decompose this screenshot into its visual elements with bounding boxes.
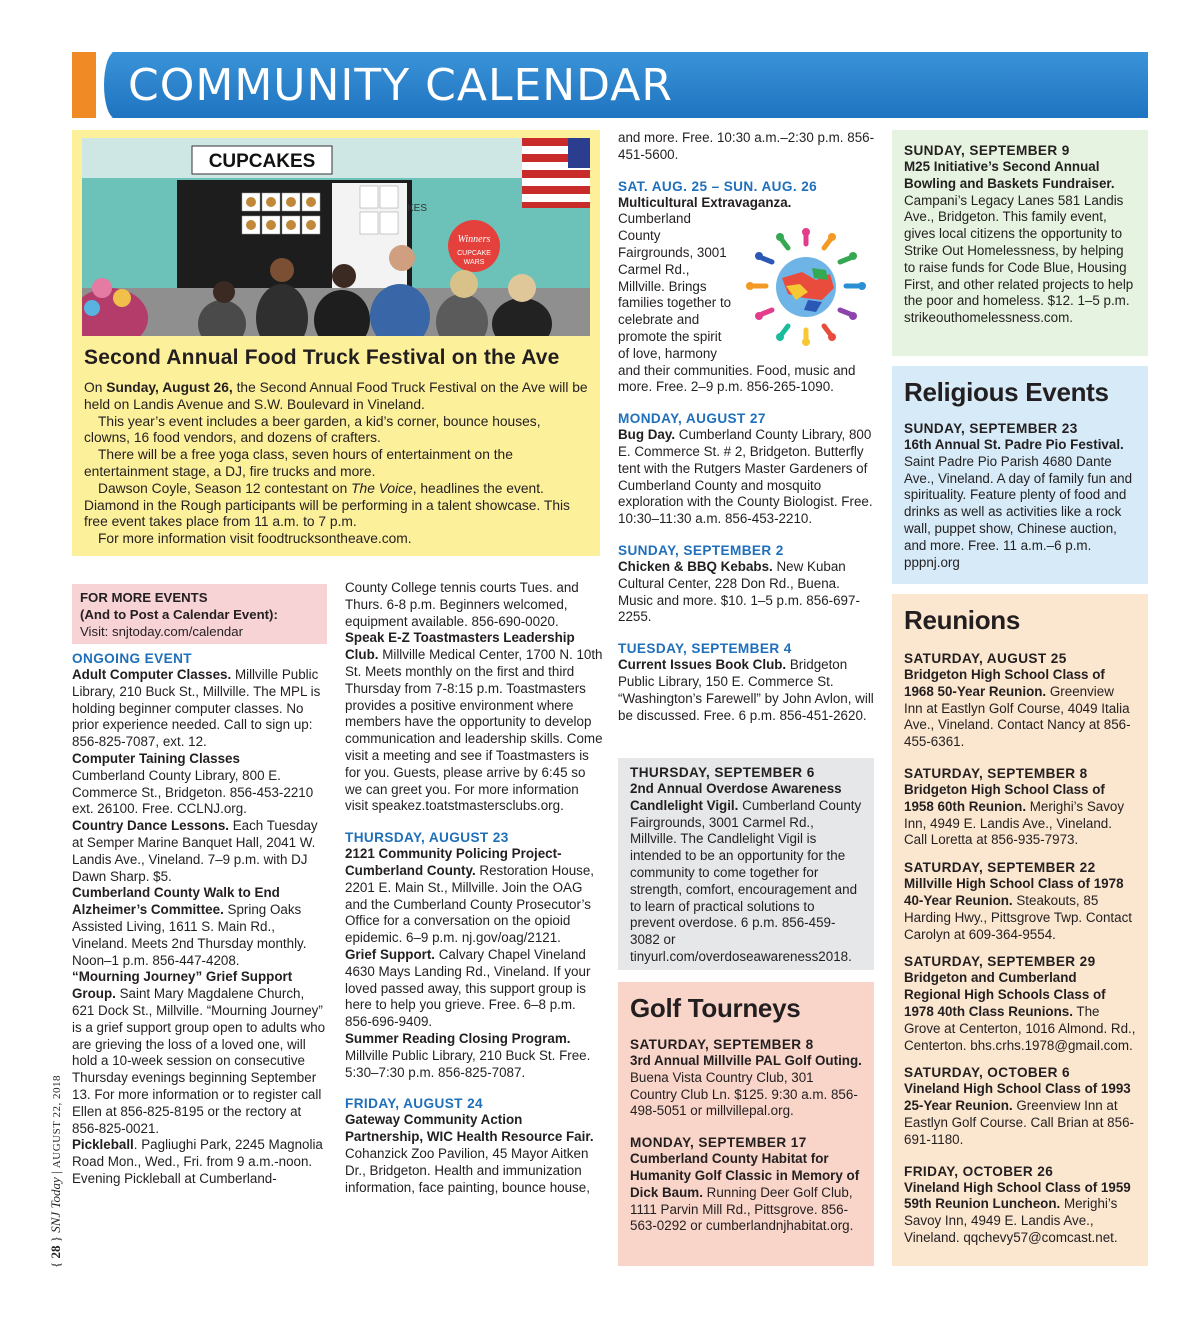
- page-title: COMMUNITY CALENDAR: [128, 60, 673, 111]
- publication-name: SNJ Today: [48, 1177, 63, 1233]
- more-events-box: FOR MORE EVENTS (And to Post a Calendar Event): Visit: snjtoday.com/calendar: [72, 584, 327, 644]
- event-item: and more. Free. 10:30 a.m.–2:30 p.m. 856-451-5600.: [618, 130, 875, 162]
- event-date: SUNDAY, SEPTEMBER 23: [904, 421, 1078, 436]
- bowling-fundraiser-box: [892, 130, 1148, 356]
- section-heading: Golf Tourneys: [630, 993, 801, 1023]
- event-item: County College tennis courts Tues. and Thurs. 6-8 p.m. Beginners welcomed, equipment available. 856-690-0020.: [345, 580, 579, 629]
- overdose-vigil-box: [618, 758, 874, 970]
- event-date: SATURDAY, SEPTEMBER 8: [630, 1037, 814, 1052]
- reunion-item: FRIDAY, OCTOBER 26 Vineland High School Class of 1959 59th Reunion Luncheon. Merighi’s Savoy Inn, 4949 E. Landis Ave., Vineland. qqchevy57@comcast.net.: [904, 1163, 1131, 1245]
- page-folio: { 28 } SNJ Today | AUGUST 22, 2018: [48, 1074, 63, 1268]
- event-item: Grief Support. Calvary Chapel Vineland 4630 Mays Landing Rd., Vineland. If your loved passed away, this support group is here to help you grieve. Free. 6–8 p.m. 856-696-9409.: [345, 946, 591, 1030]
- flag: [522, 138, 590, 208]
- event-date: SUNDAY, SEPTEMBER 2: [618, 542, 784, 558]
- column-1: [72, 648, 330, 1188]
- svg-text:WARS: WARS: [463, 259, 485, 266]
- unity-globe-illustration: [742, 228, 870, 346]
- feature-body: On Sunday, August 26, the Second Annual Food Truck Festival on the Ave will be held on Landis Avenue and S.W. Boulevard in Vineland. This year’s event includes a beer garden, a kid’s corner, bounce houses, clowns, 16 food vendors, and dozens of crafters. There will be a free yoga class, seven hours of entertainment on the entertainment stage, a DJ, fire trucks and more. Dawson Coyle, Season 12 contestant on The Voice, headlines the event. Diamond in the Rough participants will be performing in a talent showcase. This free event takes place from 11 a.m. to 7 p.m. For more information visit foodtrucksontheave.com.: [84, 380, 590, 548]
- event-item: M25 Initiative’s Second Annual Bowling and Baskets Fundraiser. Campani’s Legacy Lanes 581 Landis Ave., Bridgeton. This family event, gives local citizens the opportunity to Strike Out Homelessness, by helping to raise funds for Code Blue, Housing First, and other related projects to help the poor and homeless. $12. 1–5 p.m. strikeouthomelessness.com.: [904, 159, 1134, 326]
- food-truck-illustration: [82, 138, 590, 336]
- column-3: [618, 130, 876, 724]
- reunions-box: [892, 594, 1148, 1266]
- event-item: and their communities. Food, music and more. Free. 2–9 p.m. 856-265-1090.: [618, 362, 856, 395]
- svg-text:CUPCAKE: CUPCAKE: [457, 250, 491, 257]
- event-item: “Mourning Journey” Grief Support Group. Saint Mary Magdalene Church, 621 Dock St., Millville. “Mourning Journey” is a grief support group open to adults who are grieving the loss of a loved one, will hold a 10-week session on consecutive Thursday evenings beginning September 13. For more information or to register call Ellen at 856-825-8195 or the rectory at 856-825-0021.: [72, 969, 326, 1136]
- truck-kes-text: KES: [407, 203, 428, 214]
- event-date: FRIDAY, AUGUST 24: [345, 1096, 483, 1112]
- event-item-title: Computer Taining Classes: [72, 750, 240, 766]
- event-date: ONGOING EVENT: [72, 651, 193, 666]
- event-date: SUNDAY, SEPTEMBER 9: [904, 143, 1070, 158]
- column-2: [345, 580, 603, 1196]
- section-heading: Religious Events: [904, 377, 1109, 407]
- feature-title: Second Annual Food Truck Festival on the Ave: [84, 346, 560, 369]
- event-item: 2121 Community Policing Project-Cumberland County. Restoration House, 2201 E. Main St., Millville. Join the OAG and the Cumberland County Prosecutor’s Office for a conversation on the opioid epidemic. 6–9 p.m. nj.gov/oag/2121.: [345, 846, 595, 946]
- feature-link: For more information visit foodtrucksontheave.com.: [98, 531, 412, 547]
- reunion-item: SATURDAY, AUGUST 25 Bridgeton High School Class of 1968 50-Year Reunion. Greenview Inn at Eastlyn Golf Course, 4049 Italia Ave., Vineland. Contact Nancy at 856-455-6361.: [904, 651, 1131, 750]
- event-item: Summer Reading Closing Program. Millville Public Library, 210 Buck St. Free. 5:30–7:30 p.m. 856-825-7087.: [345, 1030, 591, 1080]
- event-date: SAT. AUG. 25 – SUN. AUG. 26: [618, 178, 818, 194]
- event-item: Country Dance Lessons. Each Tuesday at Semper Marine Banquet Hall, 2041 W. Landis Ave., Vineland. 7–9 p.m. with DJ Dawn Sharp. $5.: [72, 818, 318, 884]
- header-divider-inner: [104, 52, 126, 118]
- truck-sign-text: CUPCAKES: [208, 151, 316, 172]
- reunion-item: SATURDAY, SEPTEMBER 8 Bridgeton High School Class of 1958 60th Reunion. Merighi’s Savoy Inn, 4949 E. Landis Ave., Vineland. Call Loretta at 856-935-7973.: [904, 765, 1125, 848]
- event-item: Pickleball. Pagliughi Park, 2245 Magnolia Road Mon., Wed., Fri. from 9 a.m.-noon. Evening Pickleball at Cumberland-: [72, 1137, 323, 1186]
- event-item: Adult Computer Classes. Millville Public Library, 210 Buck St., Millville. The MPL is holding beginner computer classes. No prior experience needed. Call to sign up: 856-825-7087, ext. 12.: [72, 667, 321, 750]
- event-item: 2nd Annual Overdose Awareness Candlelight Vigil. Cumberland County Fairgrounds, 3001 Carmel Rd., Millville. The Candlelight Vigil is intended to be an opportunity for the community to come together for strength, comfort, encouragement and to learn of practical solutions to prevent overdose. 6 p.m. 856-459-3082 or tinyurl.com/overdoseawareness2018.: [630, 781, 862, 964]
- reunion-item: SATURDAY, SEPTEMBER 29 Bridgeton and Cumberland Regional High Schools Class of 1978 40th Class Reunions. The Grove at Centerton, 1016 Almond. Rd., Centerton. bhs.crhs.1978@gmail.com.: [904, 954, 1136, 1053]
- event-item: Gateway Community Action Partnership, WIC Health Resource Fair. Cohanzick Zoo Pavilion, 45 Mayor Aitken Dr., Bridgeton. Health and immunization information, face painting, bounce house,: [345, 1112, 594, 1195]
- issue-date: AUGUST 22, 2018: [51, 1074, 63, 1169]
- event-item: Cumberland County Habitat for Humanity Golf Classic in Memory of Dick Baum. Running Deer Golf Club, 1111 Parvin Mill Rd., Pittsgrove. 856-563-0292 or cumberlandnjhabitat.org.: [630, 1151, 860, 1234]
- calendar-link[interactable]: Visit: snjtoday.com/calendar: [80, 623, 243, 639]
- svg-text:Winners: Winners: [457, 234, 491, 245]
- event-item: 16th Annual St. Padre Pio Festival. Saint Padre Pio Parish 4680 Dante Ave., Vineland. A day of family fun and spirituality. Feature plenty of food and drinks as well as activities like a rock wall, puppet show, Chinese auction, and more. Free. 11 a.m.–6 p.m. pppnj.org: [904, 437, 1133, 570]
- event-date: THURSDAY, SEPTEMBER 6: [630, 765, 815, 780]
- event-item: Multicultural Extravaganza. Cumberland County Fairgrounds, 3001 Carmel Rd., Millville. Brings families together to celebrate and promote the spirit of love, harmony: [618, 194, 792, 361]
- reunion-item: SATURDAY, SEPTEMBER 22 Millville High School Class of 1978 40-Year Reunion. Steakouts, 85 Harding Hwy., Pittsgrove Twp. Contact Carolyn at 609-364-9554.: [904, 860, 1132, 942]
- section-heading: Reunions: [904, 605, 1021, 635]
- golf-tourneys-box: [618, 982, 874, 1266]
- event-item: Current Issues Book Club. Bridgeton Public Library, 150 E. Commerce St. “Washington’s Farewell” by John Avlon, will be discussed. Free. 6 p.m. 856-451-2620.: [618, 657, 874, 723]
- event-date: MONDAY, AUGUST 27: [618, 411, 766, 427]
- event-item: Bug Day. Cumberland County Library, 800 E. Commerce St. # 2, Bridgeton. Butterfly tent with the Rutgers Master Gardeners of Cumberland County and mosquito exploration with the County Biologist. Free. 10:30–11:30 a.m. 856-453-2210.: [618, 427, 873, 527]
- event-item: 3rd Annual Millville PAL Golf Outing. Buena Vista Country Club, 301 Country Club Ln. $125. 9:30 a.m. 856-498-5051 or millvillepal.org.: [630, 1053, 862, 1119]
- food-truck-photo: [82, 138, 590, 336]
- page-number: 28: [48, 1245, 63, 1259]
- religious-events-box: [892, 366, 1148, 584]
- event-item: Chicken & BBQ Kebabs. New Kuban Cultural Center, 228 Don Rd., Buena. Music and more. $10. 1–5 p.m. 856-697-2255.: [618, 558, 860, 625]
- event-date: THURSDAY, AUGUST 23: [345, 830, 509, 846]
- event-item: Cumberland County Library, 800 E. Commerce St., Bridgeton. 856-453-2210 ext. 26100. Free. CCLNJ.org.: [72, 767, 314, 817]
- event-date: MONDAY, SEPTEMBER 17: [630, 1135, 807, 1151]
- event-date: TUESDAY, SEPTEMBER 4: [618, 641, 792, 657]
- event-item: Speak E-Z Toastmasters Leadership Club. Millville Medical Center, 1700 N. 10th St. Meets monthly on the first and third Thursday from 7-8:15 p.m. Toastmasters provides a positive environment where members have the opportunity to develop communication and leadership skills. Come visit a meeting and see if Toastmasters is for you. Guests, please arrive by 6:45 so we can greet you. For more information visit speakez.toatstmastersclubs.org.: [345, 630, 603, 814]
- reunion-item: SATURDAY, OCTOBER 6 Vineland High School Class of 1993 25-Year Reunion. Greenview Inn at Eastlyn Golf Course. Call Brian at 856-691-1180.: [904, 1065, 1134, 1147]
- event-item: Cumberland County Walk to End Alzheimer’s Committee. Spring Oaks Assisted Living, 1611 S. Main Rd., Vineland. Meets 2nd Thursday monthly. Noon–1 p.m. 856-447-4208.: [72, 885, 307, 968]
